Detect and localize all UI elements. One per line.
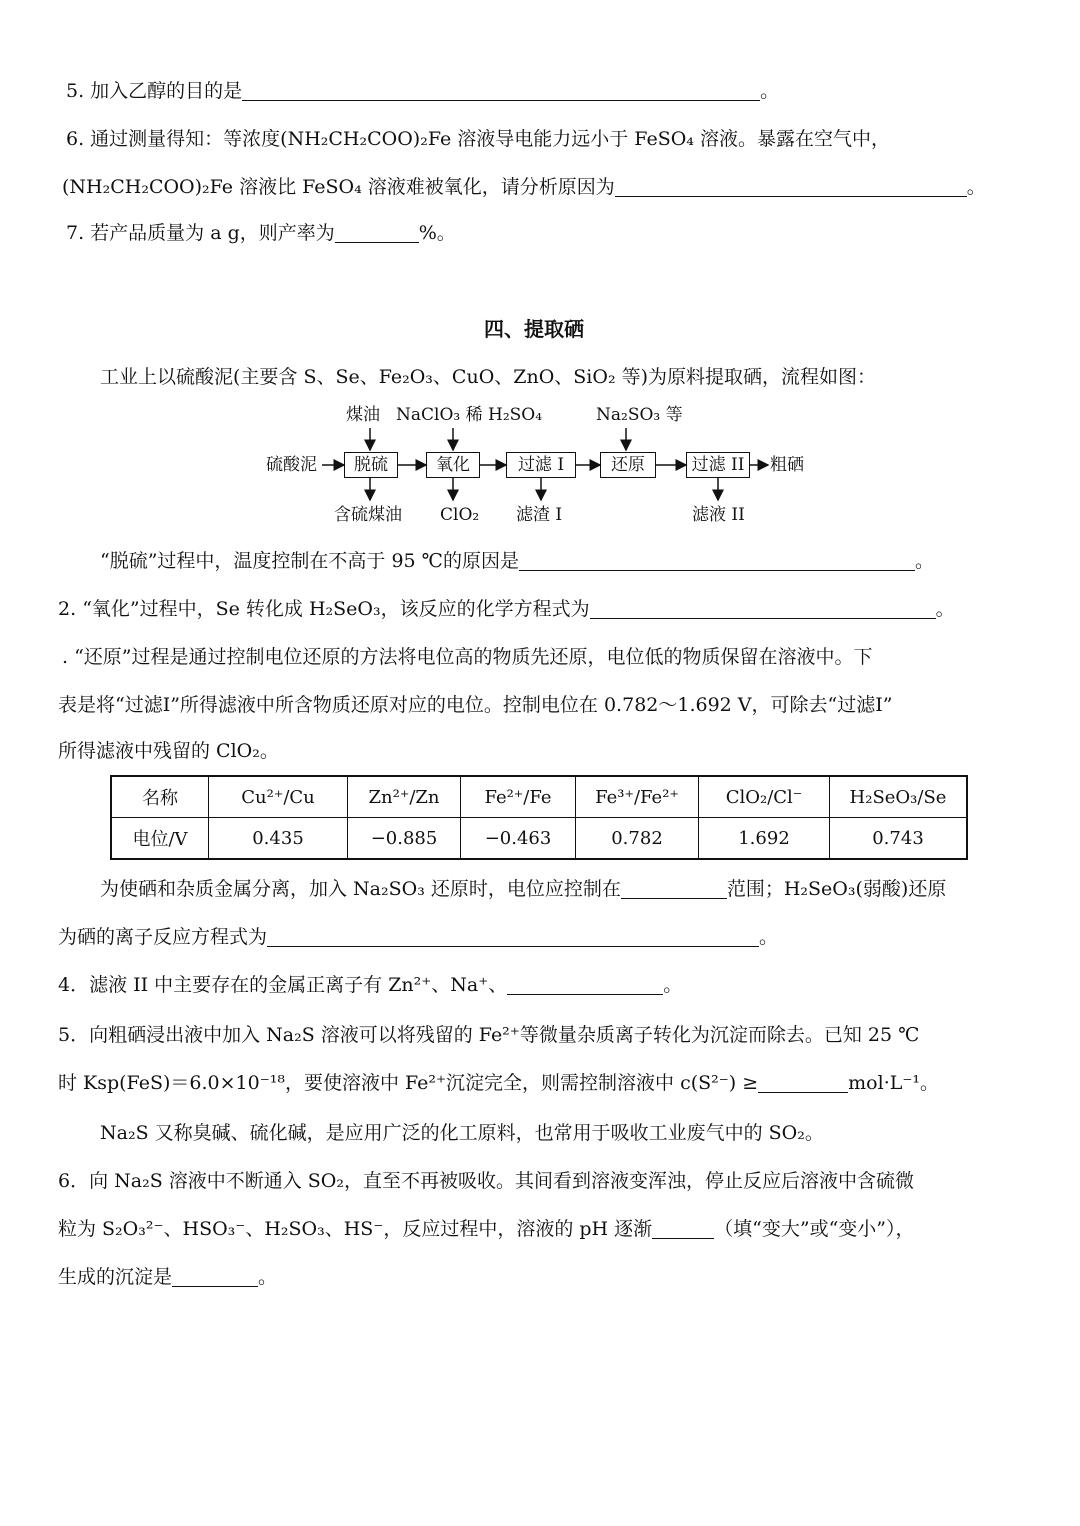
question-3b-text-b: 范围；H₂SeO₃(弱酸)还原 bbox=[726, 878, 947, 900]
question-6-line1: 6. 通过测量得知：等浓度(NH₂CH₂COO)₂Fe 溶液导电能力远小于 FeSO₄ 溶液。暴露在空气中， bbox=[66, 128, 890, 150]
table-cell: −0.463 bbox=[461, 818, 576, 860]
table-cell: 0.782 bbox=[576, 818, 699, 860]
table-header-cell: Fe²⁺/Fe bbox=[461, 776, 576, 818]
question-5 bbox=[66, 76, 779, 106]
table-header-cell: H₂SeO₃/Se bbox=[830, 776, 968, 818]
table-header-cell: Zn²⁺/Zn bbox=[348, 776, 461, 818]
flow-output-sulfur-kerosene: 含硫煤油 bbox=[334, 505, 402, 525]
flow-input-na2so3: Na₂SO₃ 等 bbox=[596, 405, 683, 425]
question-5b-unit: mol·L⁻¹。 bbox=[848, 1072, 939, 1094]
question-4-end: 。 bbox=[663, 974, 683, 996]
potential-table-header-row bbox=[111, 776, 967, 818]
table-cell: 0.435 bbox=[209, 818, 348, 860]
answer-blank-q6[interactable] bbox=[615, 174, 967, 197]
question-3b-line1 bbox=[100, 874, 946, 904]
answer-blank-ph-trend[interactable] bbox=[652, 1216, 714, 1239]
question-3-line3: 所得滤液中残留的 ClO₂。 bbox=[58, 740, 279, 762]
answer-blank-potential-range[interactable] bbox=[621, 876, 727, 899]
question-6b-line3-text: 生成的沉淀是 bbox=[58, 1266, 173, 1288]
question-4 bbox=[58, 970, 682, 1000]
question-3-line1-text: “还原”过程是通过控制电位还原的方法将电位高的物质先还原，电位低的物质保留在溶液中。下 bbox=[74, 646, 873, 668]
flow-start-material: 硫酸泥 bbox=[266, 455, 317, 475]
question-4-text: 4．滤液 II 中主要存在的金属正离子有 Zn²⁺、Na⁺、 bbox=[58, 974, 508, 996]
answer-blank-q5[interactable] bbox=[242, 78, 760, 101]
flow-output-residue-1: 滤渣 I bbox=[516, 505, 563, 525]
table-cell: 0.743 bbox=[830, 818, 968, 860]
flow-box-filtration-1: 过滤 I bbox=[506, 452, 576, 478]
question-2-end: 。 bbox=[935, 598, 955, 620]
question-5-end: 。 bbox=[760, 80, 780, 102]
question-6-end: 。 bbox=[966, 176, 986, 198]
flow-output-filtrate-2: 滤液 II bbox=[692, 505, 745, 525]
question-3-number: . bbox=[62, 646, 69, 668]
question-3b-line2-text: 为硒的离子反应方程式为 bbox=[58, 926, 268, 948]
question-6b-line2-text-a: 粒为 S₂O₃²⁻、HSO₃⁻、H₂SO₃、HS⁻，反应过程中，溶液的 pH 逐渐 bbox=[58, 1218, 653, 1240]
flow-box-oxidation: 氧化 bbox=[426, 452, 480, 478]
flow-output-clo2: ClO₂ bbox=[440, 505, 480, 525]
question-3b-text-a: 为使硒和杂质金属分离，加入 Na₂SO₃ 还原时，电位应控制在 bbox=[100, 878, 621, 900]
answer-blank-q7[interactable] bbox=[335, 220, 419, 243]
flow-input-naclo3-h2so4: NaClO₃ 稀 H₂SO₄ bbox=[396, 405, 543, 425]
question-7-end: %。 bbox=[418, 222, 456, 244]
potential-table bbox=[110, 775, 968, 860]
table-cell: −0.885 bbox=[348, 818, 461, 860]
potential-table-value-row bbox=[111, 818, 967, 860]
question-5b-line2 bbox=[58, 1068, 939, 1098]
answer-blank-q2[interactable] bbox=[590, 596, 936, 619]
flow-box-filtration-2: 过滤 II bbox=[686, 452, 750, 478]
question-6-line2-text: (NH₂CH₂COO)₂Fe 溶液比 FeSO₄ 溶液难被氧化，请分析原因为 bbox=[62, 176, 615, 198]
na2s-note: Na₂S 又称臭碱、硫化碱，是应用广泛的化工原料，也常用于吸收工业废气中的 SO₂。 bbox=[100, 1122, 824, 1144]
question-5b-line2-text: 时 Ksp(FeS)＝6.0×10⁻¹⁸，要使溶液中 Fe²⁺沉淀完全，则需控制溶液中 c(S²⁻) ≥ bbox=[58, 1072, 759, 1094]
section-intro: 工业上以硫酸泥(主要含 S、Se、Fe₂O₃、CuO、ZnO、SiO₂ 等)为原料提取硒，流程如图： bbox=[100, 366, 877, 388]
question-6b-line3 bbox=[58, 1262, 277, 1292]
table-header-cell: ClO₂/Cl⁻ bbox=[699, 776, 830, 818]
answer-blank-q5b[interactable] bbox=[758, 1070, 848, 1093]
question-3b-line2 bbox=[58, 922, 778, 952]
question-2-number: 2. bbox=[58, 598, 77, 620]
question-3-line2: 表是将“过滤I”所得滤液中所含物质还原对应的电位。控制电位在 0.782～1.692 V，可除去“过滤I” bbox=[58, 694, 893, 716]
table-header-cell: 名称 bbox=[111, 776, 209, 818]
question-7 bbox=[66, 218, 456, 248]
table-header-cell: Fe³⁺/Fe²⁺ bbox=[576, 776, 699, 818]
question-2-text: “氧化”过程中，Se 转化成 H₂SeO₃，该反应的化学方程式为 bbox=[82, 598, 590, 620]
question-desulfurization-text: “脱硫”过程中，温度控制在不高于 95 ℃的原因是 bbox=[100, 550, 519, 572]
answer-blank-desulfurization[interactable] bbox=[519, 548, 915, 571]
question-7-text: 7. 若产品质量为 a g，则产率为 bbox=[66, 222, 335, 244]
section-title: 四、提取硒 bbox=[484, 317, 584, 341]
answer-blank-ionic-equation[interactable] bbox=[267, 924, 759, 947]
question-5b-line1: 5．向粗硒浸出液中加入 Na₂S 溶液可以将残留的 Fe²⁺等微量杂质离子转化为沉淀而除去。已知 25 ℃ bbox=[58, 1024, 920, 1046]
question-2 bbox=[58, 594, 955, 624]
flow-box-desulfurization: 脱硫 bbox=[344, 452, 398, 478]
flow-end-product: 粗硒 bbox=[770, 455, 804, 475]
process-flowchart bbox=[250, 402, 870, 532]
answer-blank-precipitate[interactable] bbox=[172, 1264, 258, 1287]
question-6b-end: 。 bbox=[258, 1266, 278, 1288]
table-header-cell: Cu²⁺/Cu bbox=[209, 776, 348, 818]
answer-blank-q4[interactable] bbox=[507, 972, 663, 995]
question-3-line1 bbox=[62, 642, 873, 672]
question-6b-line1: 6．向 Na₂S 溶液中不断通入 SO₂，直至不再被吸收。其间看到溶液变浑浊，停止反应后溶液中含硫微 bbox=[58, 1170, 915, 1192]
question-6-line2 bbox=[62, 172, 986, 202]
flow-input-kerosene: 煤油 bbox=[346, 405, 380, 425]
question-6b-line2 bbox=[58, 1214, 915, 1244]
table-cell: 1.692 bbox=[699, 818, 830, 860]
table-cell: 电位/V bbox=[111, 818, 209, 860]
flow-box-reduction: 还原 bbox=[600, 452, 656, 478]
question-3b-end: 。 bbox=[759, 926, 779, 948]
question-5-text: 5. 加入乙醇的目的是 bbox=[66, 80, 243, 102]
question-desulfurization-temp bbox=[100, 546, 934, 576]
question-6b-line2-text-b: （填“变大”或“变小”）， bbox=[714, 1218, 915, 1240]
question-desulfurization-end: 。 bbox=[914, 550, 934, 572]
